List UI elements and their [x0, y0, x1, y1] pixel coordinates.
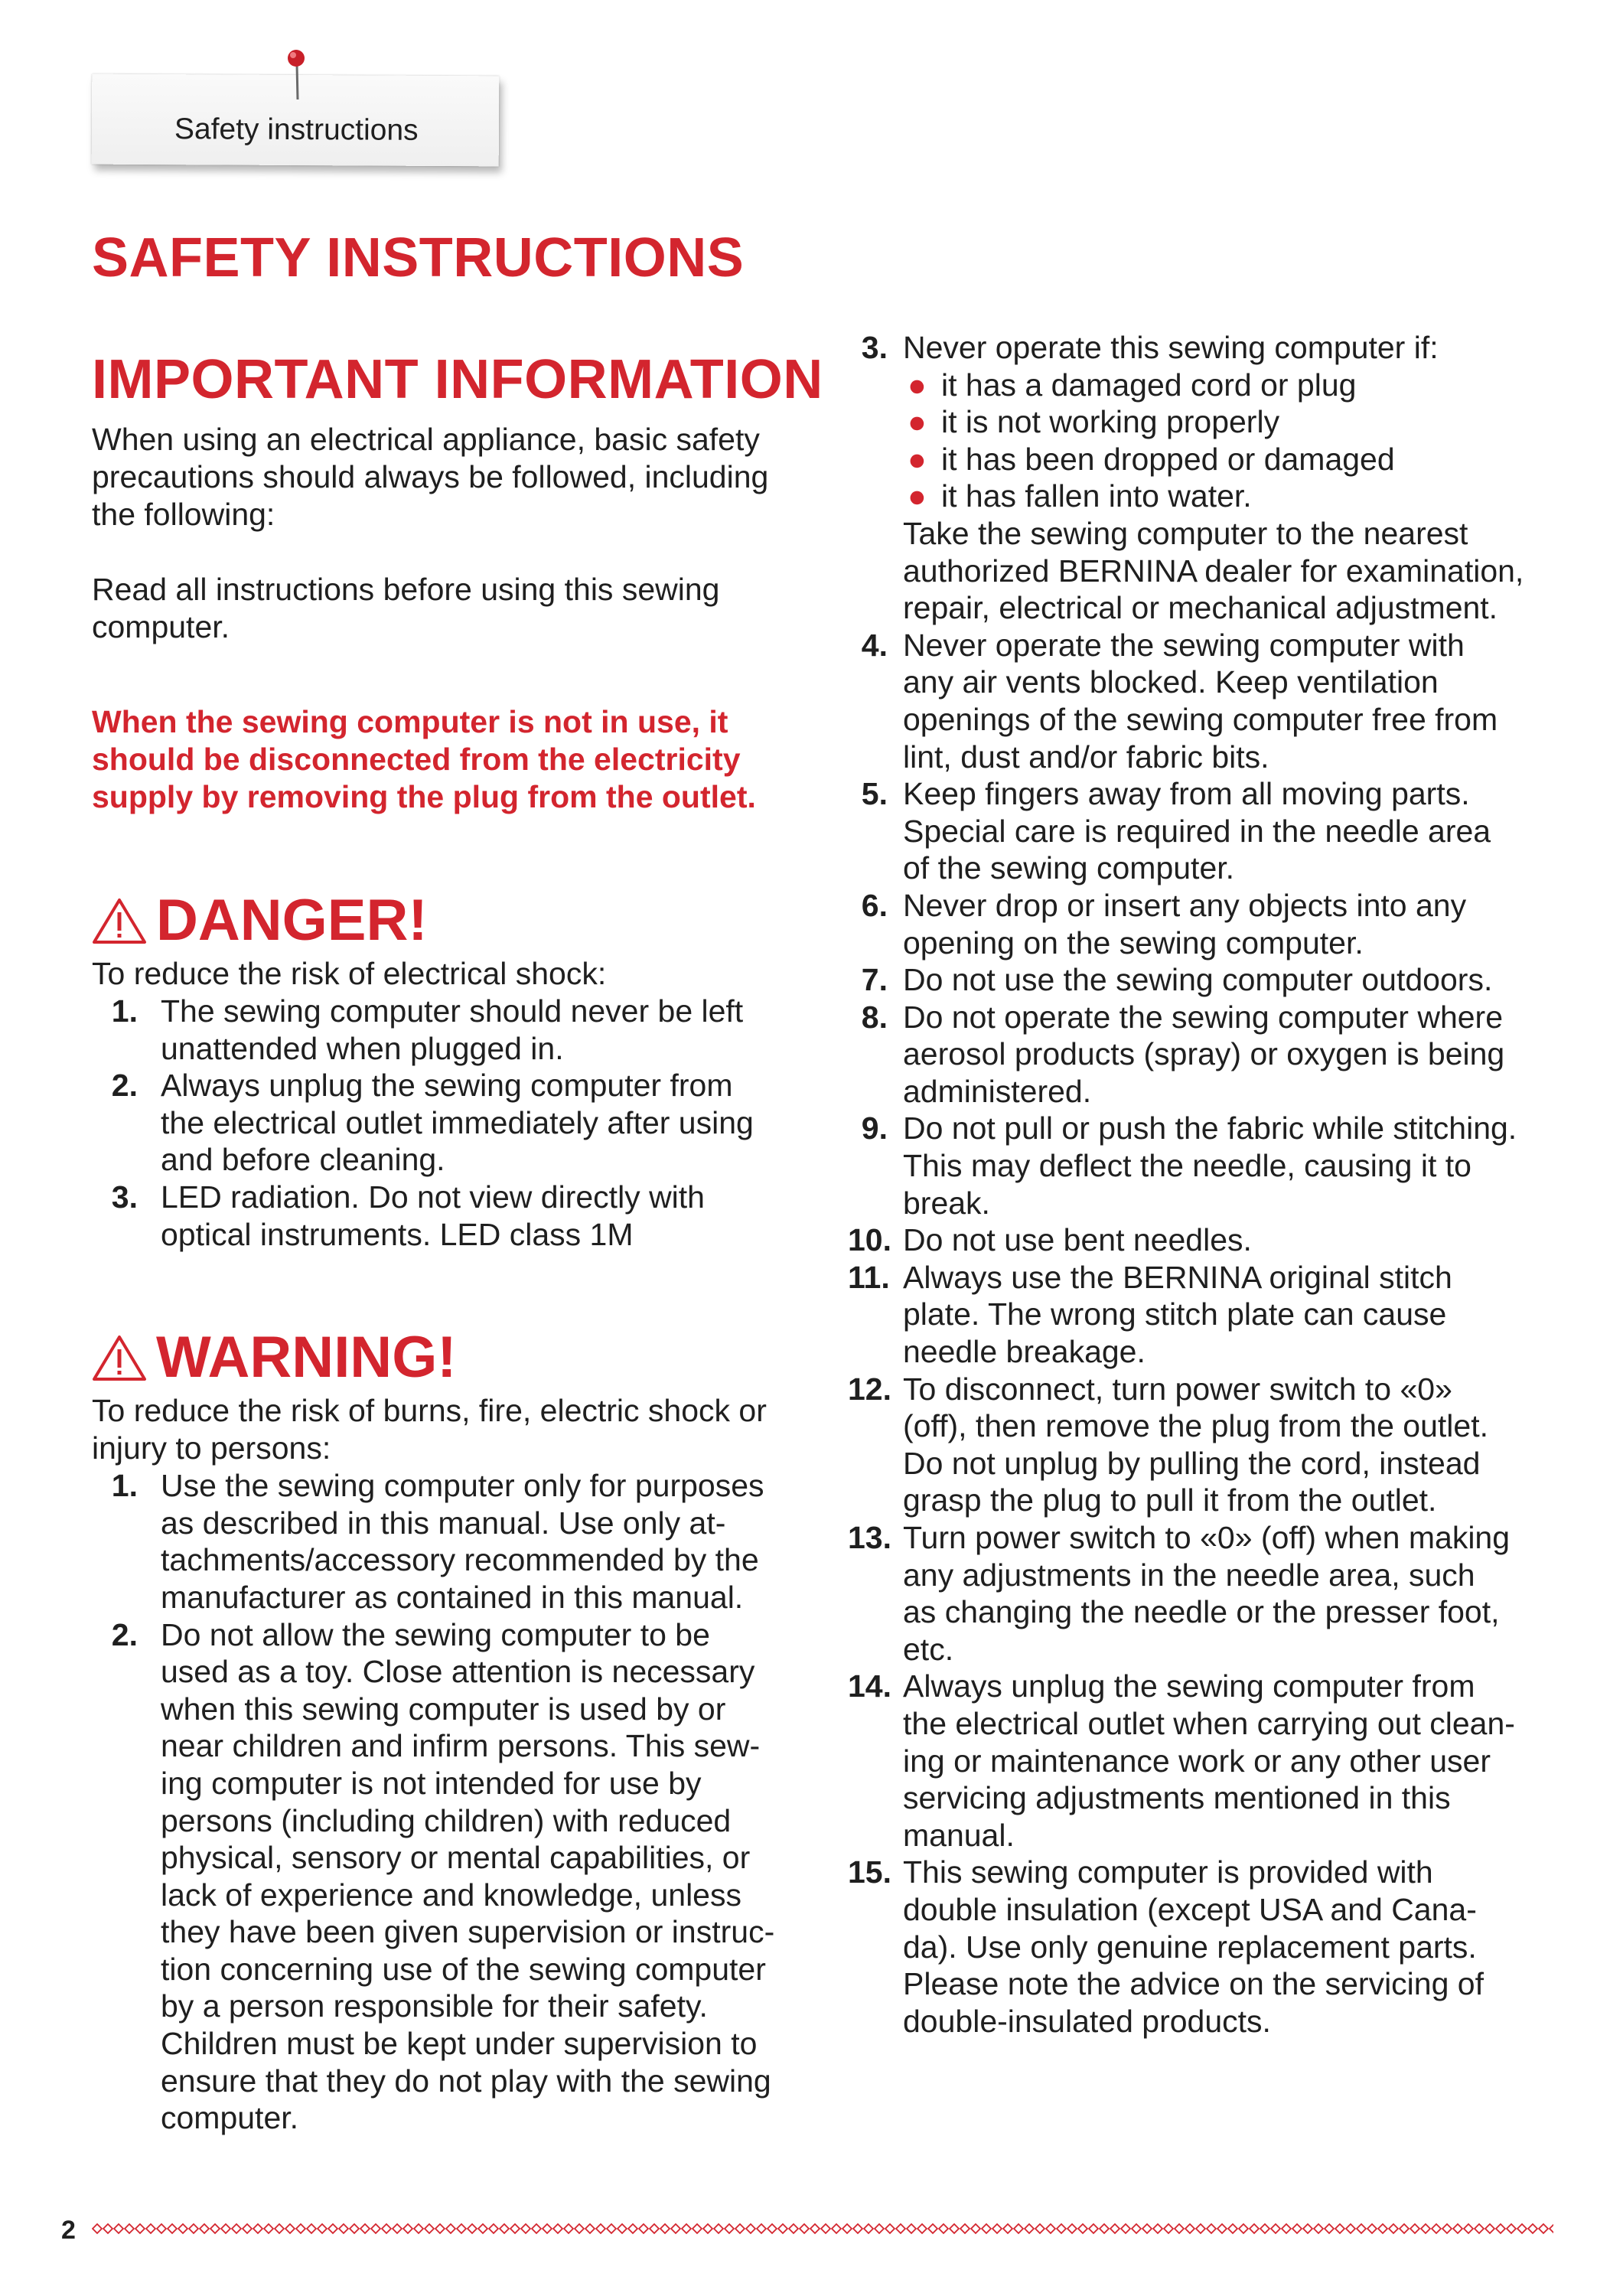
- list-item: 3. Never operate this sewing computer if: ● it has a damaged cord or plug ● it is not working properly ● it has been dropped or damaged ● it has fallen into water. Take the sewing computer to the nearest authorized BERNINA dealer for examination, repair, electrical or mechanical adjustment.: [848, 329, 1552, 627]
- left-column: [92, 344, 826, 2137]
- list-item: 11. Always use the BERNINA original stitch plate. The wrong stitch plate can cause needle breakage.: [848, 1259, 1452, 1370]
- list-item: 3. LED radiation. Do not view directly with optical instruments. LED class 1M: [111, 1179, 705, 1252]
- list-item: 5. Keep fingers away from all moving parts. Special care is required in the needle area of the sewing computer.: [861, 776, 1491, 886]
- read-instructions: Read all instructions before using this sewing computer.: [92, 572, 720, 644]
- list-item: 9. Do not pull or push the fabric while stitching. This may deflect the needle, causing it to break.: [861, 1110, 1517, 1221]
- list-item: 1. The sewing computer should never be left unattended when plugged in.: [111, 993, 744, 1066]
- warning-heading: WARNING!: [92, 1323, 826, 1392]
- pushpin-icon: [282, 47, 312, 101]
- warning-intro: To reduce the risk of burns, fire, electric shock or injury to persons:: [92, 1393, 767, 1466]
- list-item: 8. Do not operate the sewing computer where aerosol products (spray) or oxygen is being administered.: [861, 999, 1505, 1109]
- safety-list: [848, 329, 1552, 2040]
- important-heading: IMPORTANT INFORMATION: [92, 349, 823, 410]
- page-number: 2: [61, 2216, 76, 2245]
- bullet-item: ● it has a damaged cord or plug: [903, 367, 1552, 404]
- bullet-icon: ●: [908, 441, 927, 477]
- list-item: 6. Never drop or insert any objects into any opening on the sewing computer.: [861, 887, 1467, 960]
- list-item: 1. Use the sewing computer only for purposes as described in this manual. Use only at- tachments/accessory recommended by the manufacturer as contained in this manual.: [111, 1468, 764, 1615]
- list-item: 2. Always unplug the sewing computer from the electrical outlet immediately after using and before cleaning.: [111, 1068, 754, 1178]
- list-item: 4. Never operate the sewing computer with any air vents blocked. Keep ventilation openings of the sewing computer free from lint, dust and/or fabric bits.: [861, 627, 1498, 775]
- list-item: 14. Always unplug the sewing computer from the electrical outlet when carrying out clean- ing or maintenance work or any other user servicing adjustments mentioned in this manual.: [848, 1668, 1515, 1853]
- header-tab-label: Safety instructions: [174, 113, 419, 147]
- list-item: 10. Do not use bent needles.: [848, 1222, 1252, 1258]
- list-item: 15. This sewing computer is provided with double insulation (except USA and Cana- da). Use only genuine replacement parts. Please note the advice on the servicing of double-insulated products.: [848, 1854, 1484, 2039]
- bullet-item: ● it is not working properly: [903, 403, 1552, 441]
- important-intro: When using an electrical appliance, basic safety precautions should always be followed, including the following:: [92, 422, 769, 532]
- bullet-icon: ●: [908, 478, 927, 514]
- list-item: 7. Do not use the sewing computer outdoors.: [861, 962, 1493, 998]
- warning-triangle-icon: [92, 897, 147, 944]
- decorative-diamond-border: [92, 2222, 1553, 2236]
- bullet-icon: ●: [908, 404, 927, 440]
- bullet-item: ● it has been dropped or damaged: [903, 441, 1552, 478]
- list-item: 12. To disconnect, turn power switch to «0» (off), then remove the plug from the outlet. Do not unplug by pulling the cord, instead grasp the plug to pull it from the outlet.: [848, 1371, 1488, 1518]
- warning-list: [92, 1467, 826, 2137]
- bullet-list: [903, 367, 1552, 515]
- danger-intro: To reduce the risk of electrical shock:: [92, 956, 607, 991]
- right-column: [848, 329, 1552, 2040]
- bullet-icon: ●: [908, 367, 927, 403]
- bullet-item: ● it has fallen into water.: [903, 478, 1552, 515]
- warning-triangle-icon: [92, 1334, 147, 1381]
- danger-list: [92, 993, 826, 1253]
- danger-heading: DANGER!: [92, 886, 826, 955]
- list-item: 2. Do not allow the sewing computer to be used as a toy. Close attention is necessary when this sewing computer is used by or near children and infirm persons. This sew- ing computer is not intended for use by persons (including children) with reduced physical, sensory or mental capabilities, or lack of experience and knowledge, unless they have been given supervision or instruc- tion concerning use of the sewing computer by a person responsible for their safety. Children must be kept under supervision to ensure that they do not play with the sewing computer.: [111, 1616, 775, 2136]
- disconnect-warning: When the sewing computer is not in use, it should be disconnected from the electricity supply by removing the plug from the outlet.: [92, 704, 756, 814]
- page-title: SAFETY INSTRUCTIONS: [92, 227, 745, 289]
- list-item: 13. Turn power switch to «0» (off) when making any adjustments in the needle area, such as changing the needle or the presser foot, etc.: [848, 1520, 1511, 1667]
